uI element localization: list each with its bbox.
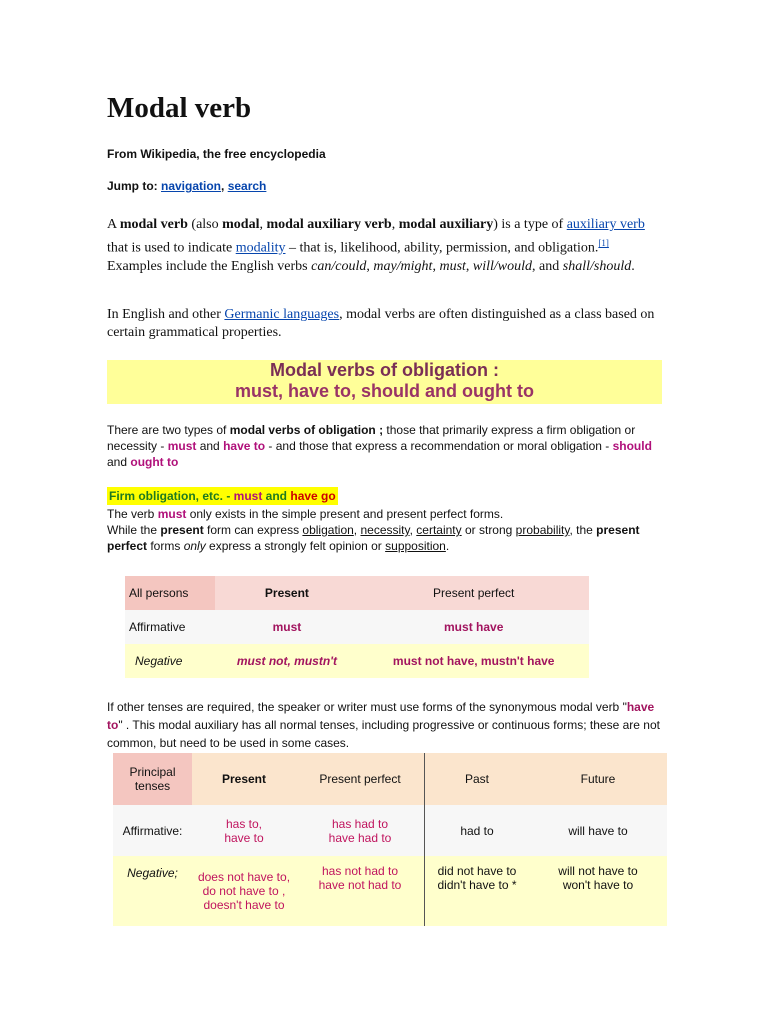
term: modal verbs of obligation ;	[229, 423, 384, 437]
text: , the	[569, 523, 597, 537]
text: only exists in the simple present and present perfect forms.	[186, 507, 504, 521]
table-cell: Past	[425, 753, 530, 805]
cell-line: do not have to ,	[202, 884, 286, 898]
term: certainty	[416, 523, 462, 537]
table-cell: Present	[215, 576, 358, 610]
text: ,	[353, 523, 361, 537]
cell-line: has not had to	[321, 864, 399, 878]
term-have-to: have to	[107, 700, 655, 732]
cell-line: has to,	[225, 816, 263, 831]
cell-line: has had to	[331, 816, 389, 831]
reference-link[interactable]: [1]	[598, 238, 609, 248]
term: present	[160, 523, 204, 537]
cell-line: won't have to	[562, 878, 634, 892]
table-cell	[113, 753, 192, 805]
germanic-languages-link[interactable]: Germanic languages	[224, 307, 340, 322]
text: - and those that express a recommendation or moral obligation -	[265, 439, 613, 453]
table-cell	[296, 856, 425, 926]
two-types-paragraph	[107, 422, 667, 470]
table-cell: Present perfect	[296, 753, 425, 805]
text: , and	[532, 258, 563, 274]
term-ought-to: ought to	[130, 455, 179, 469]
table-cell	[192, 856, 296, 926]
cell-line: have not had to	[318, 878, 402, 892]
example: shall/should	[562, 258, 632, 274]
example: may/might	[373, 258, 433, 274]
term-modal-auxiliary-verb: modal auxiliary verb	[266, 217, 392, 232]
cell-line: Principal	[129, 765, 176, 779]
page-title: Modal verb	[107, 92, 252, 124]
term: obligation	[302, 523, 354, 537]
table-cell	[192, 805, 296, 856]
table-cell: All persons	[125, 576, 215, 610]
have-to-paragraph	[107, 698, 667, 752]
text: or strong	[461, 523, 516, 537]
table-row	[125, 610, 589, 644]
jump-search-link[interactable]: search	[227, 179, 267, 193]
term: present perfect	[107, 523, 640, 553]
text: " . This modal auxiliary has all normal tenses, including progressive or continuous forms; these are not common, but need to be used in some cases.	[107, 718, 660, 750]
term-have-to: have to	[223, 439, 266, 453]
text: .	[631, 258, 635, 274]
table-row	[113, 805, 667, 856]
text: The verb	[107, 507, 158, 521]
banner-line-1: Modal verbs of obligation :	[270, 360, 499, 380]
table-cell: must have	[358, 610, 589, 644]
table-row	[113, 753, 667, 805]
text: ,	[391, 217, 399, 232]
text: forms	[147, 539, 184, 553]
term-must: must	[157, 507, 187, 521]
text: – that is, likelihood, ability, permission, and obligation.	[285, 240, 599, 256]
table-cell	[529, 856, 667, 926]
text: If other tenses are required, the speaker or writer must use forms of the synonymous modal verb "	[107, 700, 627, 714]
line	[107, 522, 667, 554]
term-modal-verb: modal verb	[119, 217, 188, 232]
text: and	[196, 439, 224, 453]
text: ,	[366, 258, 374, 274]
term-have-go: have go	[290, 489, 336, 503]
cell-line: will not have to	[558, 864, 638, 878]
text: .	[445, 539, 450, 553]
must-forms-paragraph	[107, 506, 667, 554]
example: can/could	[311, 258, 367, 274]
table-cell: Affirmative	[125, 610, 215, 644]
jump-to	[107, 179, 266, 193]
term-modal-auxiliary: modal auxiliary	[398, 217, 494, 232]
jump-separator: ,	[221, 179, 228, 193]
text: Firm obligation, etc. -	[109, 489, 234, 503]
table-cell: must not, mustn't	[215, 644, 358, 678]
table-cell: Future	[529, 753, 667, 805]
germanic-paragraph	[107, 306, 663, 342]
text: form can express	[203, 523, 303, 537]
text: In English and other	[107, 307, 225, 322]
jump-navigation-link[interactable]: navigation	[161, 179, 222, 193]
cell-line: tenses	[134, 779, 171, 793]
have-to-table	[113, 753, 667, 926]
cell-line: have to	[224, 830, 264, 845]
term: only	[183, 539, 206, 553]
auxiliary-verb-link[interactable]: auxiliary verb	[566, 217, 645, 232]
text: ,	[409, 523, 417, 537]
table-row	[113, 856, 667, 926]
cell-line: didn't have to *	[437, 878, 517, 892]
banner-line-2: must, have to, should and ought to	[235, 381, 534, 401]
text: express a strongly felt opinion or	[205, 539, 386, 553]
table-cell	[296, 805, 425, 856]
text: A	[107, 217, 120, 232]
table-cell: Negative;	[113, 856, 192, 926]
table-cell	[425, 856, 530, 926]
table-cell: Affirmative:	[113, 805, 192, 856]
term: necessity	[360, 523, 410, 537]
cell-line: doesn't have to	[203, 898, 285, 912]
text: , modal verbs are often distinguished as a class based on certain grammatical properties.	[107, 307, 655, 340]
table-row	[125, 576, 589, 610]
example: must	[439, 258, 466, 274]
text: ,	[465, 258, 473, 274]
table-row	[125, 644, 589, 678]
term: probability	[515, 523, 570, 537]
term-should: should	[612, 439, 652, 453]
text: ) is a type of	[493, 217, 567, 232]
term-must: must	[167, 439, 197, 453]
text: (also	[187, 217, 223, 232]
term-must: must	[233, 489, 263, 503]
modality-link[interactable]: modality	[235, 240, 286, 256]
table-cell: must not have, mustn't have	[358, 644, 589, 678]
text: ,	[259, 217, 267, 232]
table-cell: Present	[192, 753, 296, 805]
text: There are two types of	[107, 423, 230, 437]
text: that is used to indicate	[107, 240, 236, 256]
term: supposition	[385, 539, 446, 553]
must-table	[125, 576, 589, 678]
cell-line: have had to	[328, 830, 392, 845]
text: Examples include the English verbs	[107, 258, 312, 274]
subtitle-from: From Wikipedia, the free encyclopedia	[107, 147, 326, 161]
text: those that primarily express a firm obligation or necessity -	[107, 423, 636, 453]
table-cell: will have to	[529, 805, 667, 856]
text: and	[107, 455, 131, 469]
jump-label: Jump to:	[107, 179, 161, 193]
cell-line: does not have to,	[197, 870, 291, 884]
term-modal: modal	[222, 217, 260, 232]
table-cell: had to	[425, 805, 530, 856]
intro-paragraph	[107, 216, 663, 276]
text: ,	[432, 258, 440, 274]
obligation-banner	[107, 360, 662, 404]
table-cell: Negative	[125, 644, 215, 678]
firm-obligation-heading	[107, 487, 338, 505]
cell-line: did not have to	[437, 864, 517, 878]
line	[107, 506, 667, 522]
text: and	[262, 489, 291, 503]
text: While the	[107, 523, 161, 537]
table-cell: must	[215, 610, 358, 644]
table-cell: Present perfect	[358, 576, 589, 610]
example: will/would	[472, 258, 533, 274]
